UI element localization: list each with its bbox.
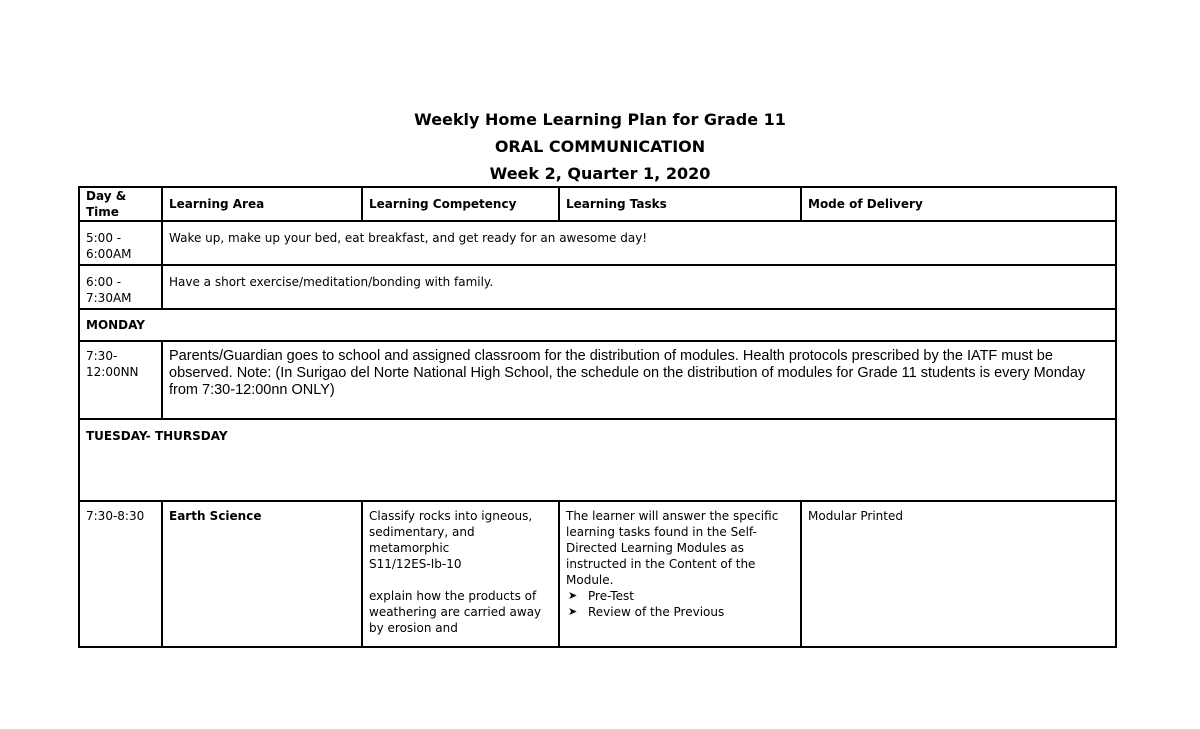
time-cell: 7:30-8:30	[79, 501, 162, 647]
competency-code: S11/12ES-Ib-10	[369, 557, 462, 571]
list-item: ➤ Pre-Test	[568, 589, 634, 603]
learning-competency-cell	[362, 501, 559, 647]
column-header-learning-competency: Learning Competency	[362, 187, 559, 221]
time-end: 6:00AM	[86, 247, 132, 261]
day-label-tuesday-thursday: TUESDAY- THURSDAY	[79, 419, 1116, 501]
time-cell	[79, 221, 162, 265]
subject-title: ORAL COMMUNICATION	[494, 137, 706, 156]
learning-tasks-cell	[559, 501, 801, 647]
list-item: ➤ Review of the Previous	[568, 605, 725, 619]
mode-of-delivery-cell: Modular Printed	[801, 501, 1116, 647]
time-cell	[79, 265, 162, 309]
document-title-block	[0, 106, 1200, 187]
arrow-bullet-icon: ➤	[568, 589, 578, 602]
column-header-learning-area: Learning Area	[162, 187, 362, 221]
time-cell	[79, 341, 162, 419]
column-header-learning-tasks: Learning Tasks	[559, 187, 801, 221]
time-start: 7:30-	[86, 349, 118, 363]
learning-plan-table	[78, 186, 1117, 648]
column-header-mode-of-delivery: Mode of Delivery	[801, 187, 1116, 221]
activity-cell: Have a short exercise/meditation/bonding with family.	[162, 265, 1116, 309]
table-header-row	[79, 187, 1116, 221]
competency-text: Classify rocks into igneous, sedimentary, and metamorphic	[369, 509, 533, 555]
tasks-intro: The learner will answer the specific learning tasks found in the Self-Directed Learning Modules as instructed in the Content of the Module.	[566, 509, 779, 587]
page-title: Weekly Home Learning Plan for Grade 11	[414, 110, 786, 129]
time-end: 12:00NN	[86, 365, 139, 379]
day-label-monday: MONDAY	[79, 309, 1116, 341]
activity-cell: Wake up, make up your bed, eat breakfast, and get ready for an awesome day!	[162, 221, 1116, 265]
activity-cell: Parents/Guardian goes to school and assigned classroom for the distribution of modules. Health protocols prescribed by the IATF must be observed. Note: (In Surigao del Norte National High School, the schedule on the distribution of modules for Grade 11 students is every Monday from 7:30-12:00nn ONLY)	[162, 341, 1116, 419]
time-end: 7:30AM	[86, 291, 132, 305]
table-row	[79, 265, 1116, 309]
column-header-day-time: Day & Time	[79, 187, 162, 221]
time-start: 6:00 -	[86, 275, 122, 289]
table-row	[79, 341, 1116, 419]
week-quarter-title: Week 2, Quarter 1, 2020	[489, 164, 711, 183]
table-row	[79, 501, 1116, 647]
day-label-row	[79, 419, 1116, 501]
task-list	[566, 588, 794, 620]
table-row	[79, 221, 1116, 265]
time-start: 5:00 -	[86, 231, 122, 245]
competency-text: explain how the products of weathering are carried away by erosion and	[369, 589, 542, 635]
day-label-row	[79, 309, 1116, 341]
learning-area-cell: Earth Science	[162, 501, 362, 647]
arrow-bullet-icon: ➤	[568, 605, 578, 618]
